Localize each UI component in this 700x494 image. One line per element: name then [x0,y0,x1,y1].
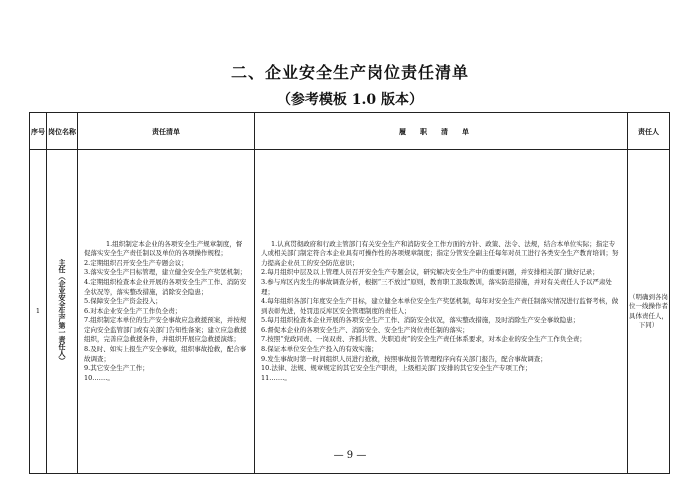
post-name [57,237,67,387]
table-header-row [30,113,670,150]
list-item: 9.发生事故时第一时间组织人员进行抢救，按照事故报告管理程序向有关部门报告，配合事故调查； [261,354,547,363]
list-item: 9.其它安全生产工作； [84,364,149,373]
list-item: 7.按照“党政同责、一岗双责、齐抓共管、失职追责”的安全生产责任体系要求，对本企业的安全生产工作负全责； [261,335,586,344]
list-item: 6.督促本企业的各项安全生产、消防安全、安全生产岗位责任制的落实； [261,325,469,334]
post-name-sub: 第一责任人） [58,322,67,364]
responsibility-list [78,240,254,384]
list-item: 4.每年组织各部门年度安全生产目标，建立健全本单位安全生产奖惩机制，每年对安全生产责任制落实情况进行监督考核，做到表彰先进，处罚违反库区安全管理制度的责任人； [261,297,619,315]
page-number: — 9 — [333,450,367,461]
header-person: 责任人 [628,113,670,150]
list-item: 5.保障安全生产资金投入； [84,297,162,306]
post-name-main: 主任（企业安全生产 [58,259,67,322]
list-item: 2.每月组织中层及以上管理人员召开安全生产专题会议，研究解决安全生产中的重要问题，并安排相关部门做好记录； [261,268,599,277]
list-item: 6.对本企业安全生产工作负全责； [84,306,182,315]
header-post: 岗位名称 [47,113,78,150]
list-item: 11.……。 [261,373,291,382]
list-item: 1.组织制定本企业的各项安全生产规章制度，督促落实安全生产责任制以及单位的各项操作规程； [84,239,243,258]
row-post [47,150,78,474]
list-item: 3.落实安全生产目标管理，建立健全安全生产奖惩机制； [84,268,247,277]
page-subtitle: （参考模板 1.0 版本） [276,92,424,108]
list-item: 10.……。 [84,373,114,382]
list-item: 1.认真贯彻政府和行政主管部门有关安全生产和消防安全工作方面的方针、政策、法令、法规，结合本单位实际；指定专人或相关部门制定符合本企业具有可操作性的各项规章制度；指定分管安全副主任每年对员工进行各类安全生产教育培训；努力提高企业员工的安全防范意识； [261,239,619,267]
row-seq: 1 [30,150,47,474]
performance-list [255,240,627,384]
header-seq: 序号 [30,113,47,150]
list-item: 3.参与库区内发生的事故调查分析，根据“三不放过”原则，教育职工汲取教训，落实防范措施，并对有关责任人予以严肃处理； [261,277,612,296]
table-row [30,150,670,474]
list-item: 8.及时、如实上报生产安全事故，组织事故抢救，配合事故调查； [84,345,247,363]
list-item: 10.法律、法规、规章规定的其它安全生产职责，上级相关部门安排的其它安全生产专项工作； [261,364,532,373]
list-item: 4.定期组织检查本企业开展的各项安全生产工作、消防安全状况等，落实整改措施，消除安全隐患； [84,277,247,296]
list-item: 8.保证本单位安全生产投入的有效实施； [261,345,378,354]
list-item: 2.定期组织召开安全生产专题会议； [84,258,188,267]
row-person: （明确到各岗位一线操作者具体责任人，下同） [628,150,670,474]
page-title: 二、企业安全生产岗位责任清单 [230,63,469,82]
list-item: 7.组织制定本单位的生产安全事故应急救援预案，并按规定向安全监管部门或有关部门告知性备案；建立应急救援组织，完善应急救援条件，并组织开展应急救援演练； [84,316,247,344]
responsibility-table [29,112,670,474]
header-performance: 履职清单 [255,113,628,150]
list-item: 5.每月组织检查本企业开展的各项安全生产工作、消防安全状况，落实整改措施，及时消除生产安全事故隐患； [261,316,580,325]
row-responsibilities [78,150,255,474]
header-responsibility: 责任清单 [78,113,255,150]
row-performances [255,150,628,474]
